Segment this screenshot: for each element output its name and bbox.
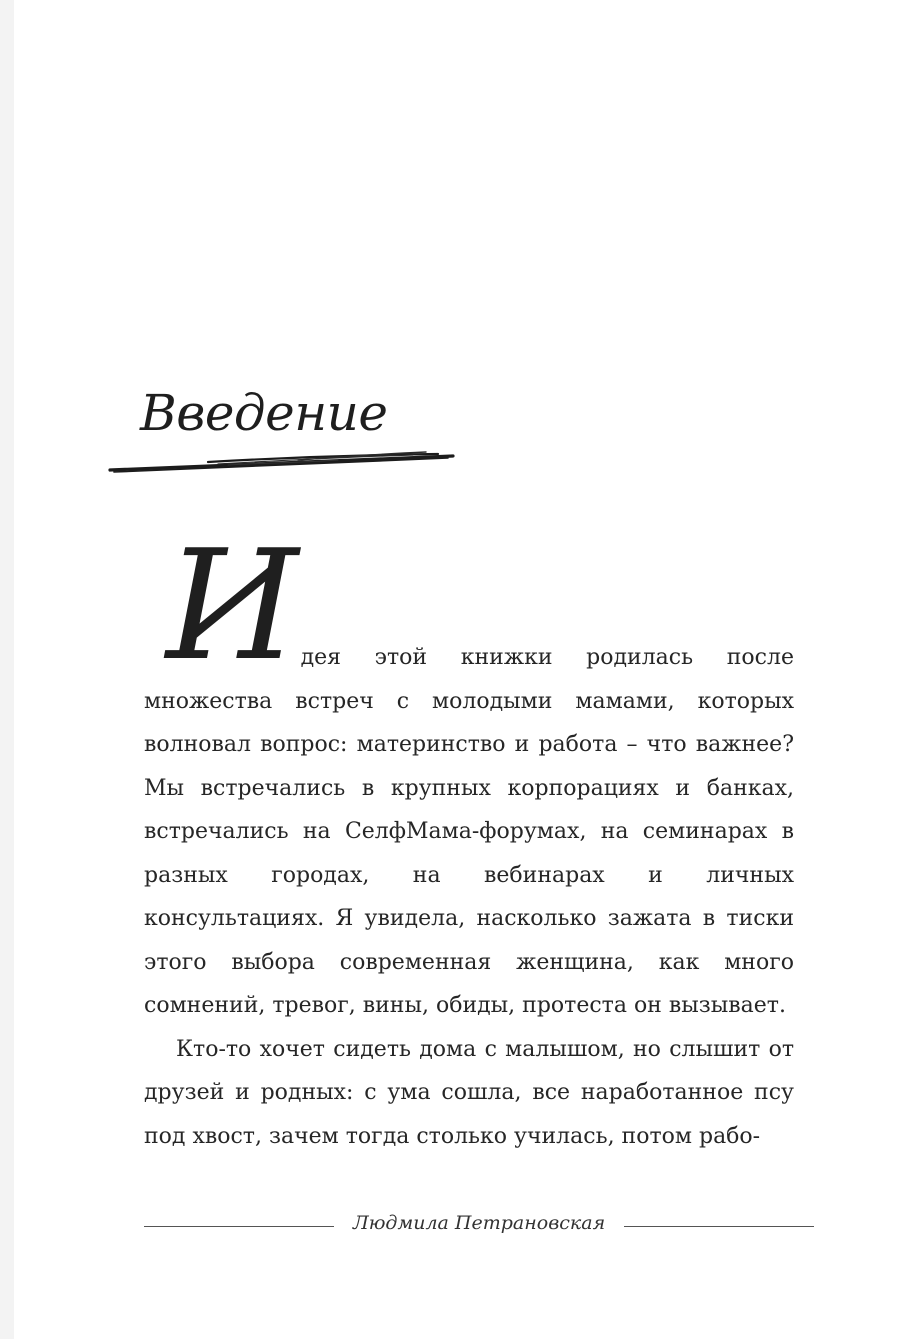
drop-cap-letter: И xyxy=(166,517,293,694)
brush-stroke-underline xyxy=(108,442,458,478)
chapter-title: Введение xyxy=(140,384,388,442)
running-footer xyxy=(144,1210,814,1240)
footer-rule-right xyxy=(624,1226,814,1227)
footer-rule-left xyxy=(144,1226,334,1227)
paragraph-2: Кто-то хочет сидеть дома с малышом, но слышит от друзей и родных: с ума сошла, все наработанное псу под хвост, зачем тогда столько училась, потом рабо- xyxy=(144,1036,794,1149)
book-page xyxy=(14,0,899,1339)
paragraph-1: дея этой книжки родилась после множества встреч с молодыми мамами, которых волновал вопрос: материнство и работа – что важнее? Мы встречались в крупных корпорациях и банках, встречались на СелфМама-форумах, на семинарах в разных городах, на вебинарах и личных консультациях. Я увидела, насколько зажата в тиски этого выбора современная женщина, как много сомнений, тревог, вины, обиды, протеста он вызывает. xyxy=(144,645,794,1018)
chapter-body xyxy=(144,517,794,1158)
footer-author-name: Людмила Петрановская xyxy=(352,1212,606,1234)
